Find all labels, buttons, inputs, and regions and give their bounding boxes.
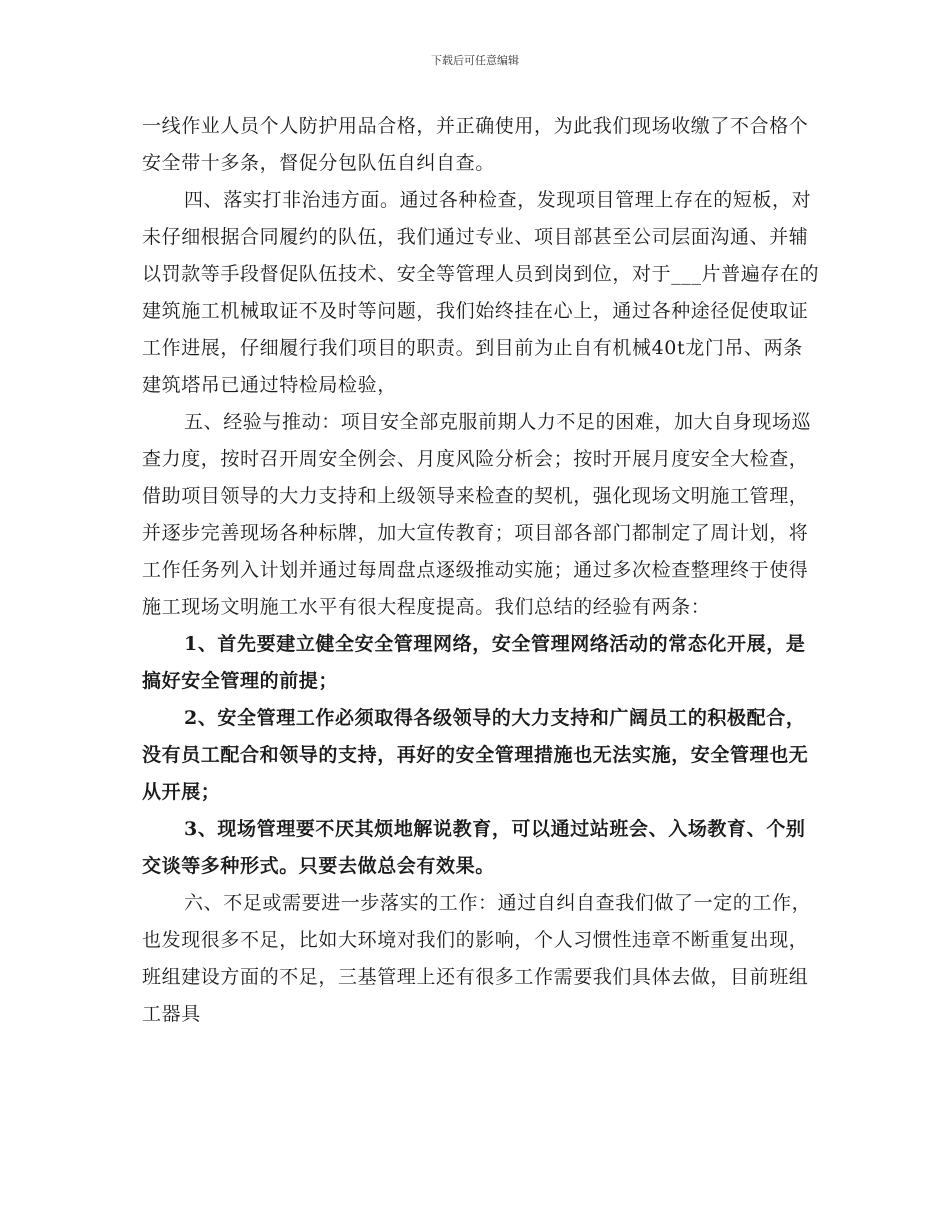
paragraph-0: 一线作业人员个人防护用品合格，并正确使用，为此我们现场收缴了不合格个安全带十多条，督促分包队伍自纠自查。: [142, 115, 809, 174]
paragraph-5: 3、现场管理要不厌其烦地解说教育，可以通过站班会、入场教育、个别交谈等多种形式。只要去做总会有效果。: [142, 818, 806, 877]
paragraph-3: 1、首先要建立健全安全管理网络，安全管理网络活动的常态化开展，是搞好安全管理的前提；: [142, 633, 806, 692]
page-header: 下载后可任意编辑: [431, 54, 519, 67]
paragraph-1: 四、落实打非治违方面。通过各种检查，发现项目管理上存在的短板，对未仔细根据合同履约的队伍，我们通过专业、项目部甚至公司层面沟通、并辅以罚款等手段督促队伍技术、安全等管理人员到岗到位，对于___片普遍存在的建筑施工机械取证不及时等问题，我们始终挂在心上，通过各种途径促使取证工作进展，仔细履行我们项目的职责。到目前为止自有机械40t龙门吊、两条建筑塔吊已通过特检局检验，: [142, 189, 820, 396]
paragraph-6: 六、不足或需要进一步落实的工作：通过自纠自查我们做了一定的工作，也发现很多不足，比如大环境对我们的影响，个人习惯性违章不断重复出现，班组建设方面的不足，三基管理上还有很多工作需要我们具体去做，目前班组工器具: [142, 892, 812, 1025]
document-body: [142, 108, 822, 1033]
paragraph-2: 五、经验与推动：项目安全部克服前期人力不足的困难，加大自身现场巡查力度，按时召开周安全例会、月度风险分析会；按时开展月度安全大检查，借助项目领导的大力支持和上级领导来检查的契机，强化现场文明施工管理，并逐步完善现场各种标牌，加大宣传教育；项目部各部门都制定了周计划，将工作任务列入计划并通过每周盘点逐级推动实施；通过多次检查整理终于使得施工现场文明施工水平有很大程度提高。我们总结的经验有两条：: [142, 411, 812, 618]
paragraph-4: 2、安全管理工作必须取得各级领导的大力支持和广阔员工的积极配合，没有员工配合和领导的支持，再好的安全管理措施也无法实施，安全管理也无从开展；: [142, 707, 809, 803]
